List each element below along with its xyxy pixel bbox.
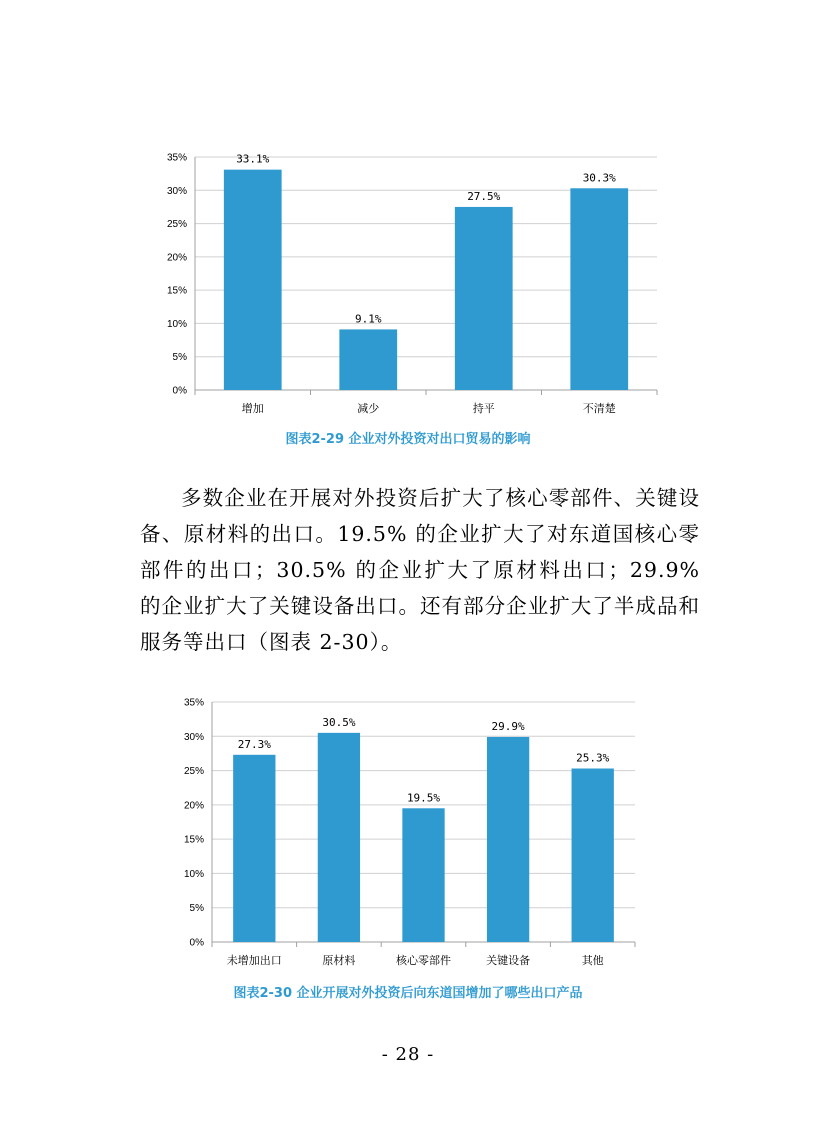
y-tick-label: 20% [183, 800, 204, 812]
y-tick-label: 35% [166, 152, 187, 164]
category-label: 持平 [472, 402, 495, 415]
y-tick-label: 25% [166, 219, 187, 231]
page-number: - 28 - [381, 1044, 435, 1065]
body-paragraph-text: 多数企业在开展对外投资后扩大了核心零部件、关键设备、原材料的出口。19.5% 的企业扩大了对东道国核心零部件的出口；30.5% 的企业扩大了原材料出口；29.9% 的企业扩大了关键设备出口。还有部分企业扩大了半成品和服务等出口（图表 2-30）。 [140, 486, 700, 654]
data-label: 33.1% [236, 152, 270, 166]
y-tick-label: 10% [166, 318, 187, 330]
data-label: 25.3% [576, 751, 610, 765]
bar [402, 808, 444, 942]
category-label: 未增加出口 [226, 954, 282, 967]
y-tick-label: 25% [183, 766, 204, 778]
category-label: 关键设备 [486, 954, 531, 967]
chart-export-products-caption: 图表2-30 企业开展对外投资后向东道国增加了哪些出口产品 [233, 986, 583, 1001]
y-tick-label: 15% [166, 285, 187, 297]
data-label: 27.5% [467, 189, 501, 203]
category-label: 不清楚 [582, 402, 616, 415]
y-tick-label: 5% [172, 352, 187, 364]
data-label: 29.9% [491, 719, 525, 733]
category-label: 减少 [357, 402, 380, 415]
data-label: 30.3% [582, 171, 616, 185]
bar [572, 769, 614, 942]
y-tick-label: 0% [189, 937, 204, 949]
category-label: 增加 [241, 402, 264, 415]
y-tick-label: 15% [183, 834, 204, 846]
data-label: 19.5% [406, 791, 441, 805]
y-tick-label: 20% [166, 252, 187, 264]
category-label: 原材料 [322, 954, 356, 967]
data-label: 27.3% [237, 737, 271, 751]
y-tick-label: 30% [183, 731, 204, 743]
y-tick-label: 0% [172, 385, 187, 397]
bar [487, 737, 529, 942]
y-tick-label: 10% [183, 868, 204, 880]
y-tick-label: 5% [189, 903, 204, 915]
category-label: 核心零部件 [396, 954, 451, 967]
bar [318, 733, 360, 942]
bar [233, 755, 275, 942]
chart-export-impact-caption: 图表2-29 企业对外投资对出口贸易的影响 [285, 432, 531, 447]
data-label: 9.1% [355, 312, 382, 326]
data-label: 30.5% [322, 715, 356, 729]
y-tick-label: 30% [166, 185, 187, 197]
y-tick-label: 35% [183, 697, 204, 709]
category-label: 其他 [581, 954, 604, 967]
